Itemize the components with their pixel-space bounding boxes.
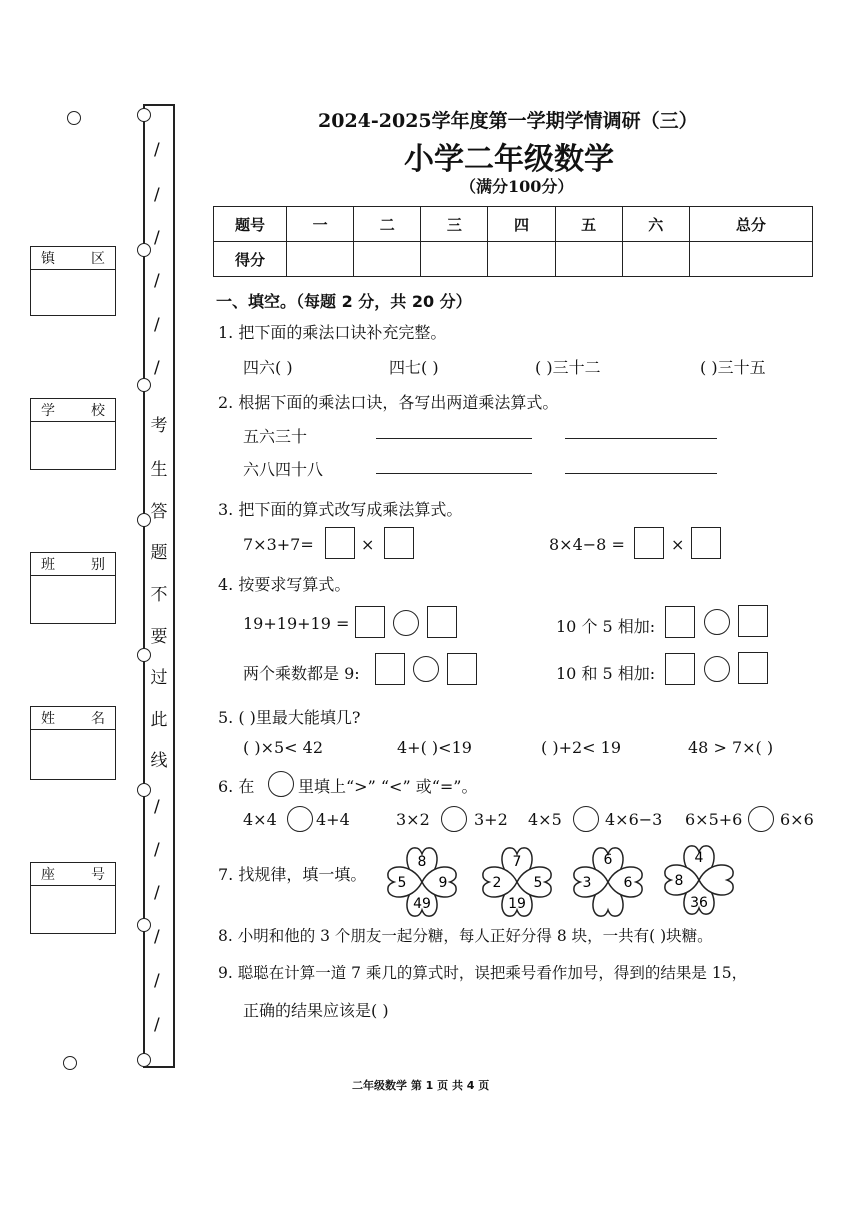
clover-right: 9 [438,875,448,891]
clover-bottom: 19 [508,896,526,912]
strip-char: 题 [150,543,168,563]
strip-slash: / [154,271,160,291]
strip-slash: / [154,315,160,335]
operator-circle[interactable] [393,610,419,636]
q4-expr-a: 19+19+19 = [243,614,350,633]
score-col-header: 二 [354,207,421,242]
exam-title-line: 2024-2025学年度第一学期学情调研（三） [318,110,698,132]
full-score: （满分100分） [460,177,574,196]
answer-box[interactable] [691,527,721,559]
score-col-header: 题号 [214,207,287,242]
compare-circle-icon [268,771,294,797]
score-col-header: 三 [421,207,488,242]
clover-figure-3[interactable] [568,842,648,922]
q1-item[interactable]: ( )三十二 [535,358,601,377]
subject-title: 小学二年级数学 [404,142,614,177]
strip-slash: / [154,797,160,817]
q1-item[interactable]: ( )三十五 [700,358,766,377]
strip-char: 线 [150,751,168,771]
score-row-label: 得分 [214,242,287,277]
strip-hole [137,783,151,797]
seat-label-2: 号 [91,867,105,883]
operator-circle[interactable] [704,609,730,635]
q6-right: 6×6 [780,810,814,829]
answer-box[interactable] [738,652,768,684]
answer-box[interactable] [634,527,664,559]
strip-char: 考 [150,416,168,436]
compare-circle[interactable] [748,806,774,832]
strip-slash: / [154,140,160,160]
score-table-header-row [214,207,813,242]
clover-figure-2 [477,842,557,922]
score-table [213,206,813,277]
answer-box[interactable] [665,606,695,638]
score-cell[interactable] [689,242,812,277]
strip-char: 生 [150,460,168,480]
score-col-header: 一 [287,207,354,242]
score-col-header: 六 [622,207,689,242]
seat-label-1: 座 [41,867,55,883]
clover-top: 6 [603,852,613,868]
q5-stem: 5. ( )里最大能填几? [218,708,361,727]
score-cell[interactable] [287,242,354,277]
binding-hole [67,111,81,125]
strip-hole [137,648,151,662]
clover-bottom: 49 [413,896,431,912]
q4-stem: 4. 按要求写算式。 [218,575,351,594]
q9-line2[interactable]: 正确的结果应该是( ) [243,1001,389,1020]
school-label-2: 校 [91,403,105,419]
q4-expr-c: 两个乘数都是 9: [243,664,360,683]
answer-box[interactable] [355,606,385,638]
seat-box[interactable] [30,862,116,934]
strip-slash: / [154,228,160,248]
clover-right: 6 [623,875,633,891]
q5-item[interactable]: 48 > 7×( ) [688,738,774,757]
clover-left: 8 [674,873,684,889]
district-label: 区 [91,251,105,267]
clover-top: 8 [417,854,427,870]
answer-box[interactable] [665,653,695,685]
score-col-header: 总分 [689,207,812,242]
q8-stem: 8. 小明和他的 3 个朋友一起分糖，每人正好分得 8 块，一共有( )块糖。 [218,927,713,945]
clover-left: 5 [397,875,407,891]
strip-hole [137,108,151,122]
clover-left: 2 [492,875,502,891]
name-box[interactable] [30,706,116,780]
town-label: 镇 [41,251,55,267]
class-box[interactable] [30,552,116,624]
score-col-header: 五 [555,207,622,242]
q5-item[interactable]: ( )×5< 42 [243,738,324,757]
clover-bottom: 36 [690,895,708,911]
name-label-2: 名 [91,711,105,727]
q6-left: 4×4 [243,810,277,829]
q6-stem-b: 里填上“>” “<” 或“=”。 [298,777,478,796]
compare-circle[interactable] [573,806,599,832]
school-label-1: 学 [41,403,55,419]
clover-top: 4 [694,850,704,866]
answer-line[interactable] [376,438,532,439]
strip-slash: / [154,883,160,903]
clover-left: 3 [582,875,592,891]
clover-figure-1 [382,842,462,922]
operator-circle[interactable] [704,656,730,682]
score-col-header: 四 [488,207,555,242]
strip-char: 过 [150,668,168,688]
class-label-1: 班 [41,557,55,573]
q6-left: 6×5+6 [685,810,743,829]
strip-hole [137,918,151,932]
section-heading: 一、填空。（每题 2 分，共 20 分） [216,292,472,311]
q5-item[interactable]: ( )+2< 19 [541,738,622,757]
answer-box[interactable] [375,653,405,685]
q9-line1: 9. 聪聪在计算一道 7 乘几的算式时，误把乘号看作加号，得到的结果是 15， [218,964,748,982]
compare-circle[interactable] [441,806,467,832]
strip-slash: / [154,1015,160,1035]
q1-stem: 1. 把下面的乘法口诀补充完整。 [218,323,447,342]
answer-box[interactable] [427,606,457,638]
class-label-2: 别 [91,557,105,573]
operator-circle[interactable] [413,656,439,682]
answer-box[interactable] [447,653,477,685]
q6-right: 4×6−3 [605,810,663,829]
q6-stem-a: 6. 在 [218,777,255,796]
compare-circle[interactable] [287,806,313,832]
q3-right-expr: 8×4−8 = [549,535,625,554]
q6-right: 4+4 [316,810,350,829]
answer-box[interactable] [384,527,414,559]
q1-item[interactable]: 四六( ) [243,358,293,377]
q7-stem: 7. 找规律，填一填。 [218,865,367,884]
score-cell[interactable] [488,242,555,277]
answer-line[interactable] [376,473,532,474]
strip-slash: / [154,358,160,378]
q2-item: 五六三十 [243,427,308,446]
times-sign: × [361,535,375,554]
q4-expr-d: 10 和 5 相加: [556,664,656,683]
score-cell[interactable] [354,242,421,277]
name-label-1: 姓 [41,711,55,727]
q6-left: 3×2 [396,810,430,829]
score-cell[interactable] [421,242,488,277]
strip-slash: / [154,840,160,860]
binding-hole [63,1056,77,1070]
q4-expr-b: 10 个 5 相加: [556,617,656,636]
q3-stem: 3. 把下面的算式改写成乘法算式。 [218,500,463,519]
score-cell[interactable] [555,242,622,277]
clover-right: 5 [533,875,543,891]
q6-left: 4×5 [528,810,562,829]
strip-slash: / [154,185,160,205]
answer-line[interactable] [565,438,717,439]
times-sign: × [671,535,685,554]
strip-hole [137,378,151,392]
strip-hole [137,243,151,257]
strip-slash: / [154,927,160,947]
town-box[interactable] [30,246,116,316]
strip-char: 不 [150,585,168,605]
q6-right: 3+2 [474,810,508,829]
strip-hole [137,1053,151,1067]
answer-line[interactable] [565,473,717,474]
strip-char: 答 [150,502,168,522]
page-footer: 二年级数学 第 1 页 共 4 页 [352,1079,490,1092]
q2-stem: 2. 根据下面的乘法口诀，各写出两道乘法算式。 [218,393,559,412]
strip-char: 此 [150,710,168,730]
strip-slash: / [154,971,160,991]
clover-figure-4[interactable] [659,840,739,920]
q3-left-expr: 7×3+7= [243,535,314,554]
q5-item[interactable]: 4+( )<19 [397,738,472,757]
q1-item[interactable]: 四七( ) [389,358,439,377]
score-table-score-row [214,242,813,277]
answer-box[interactable] [325,527,355,559]
score-cell[interactable] [622,242,689,277]
answer-box[interactable] [738,605,768,637]
clover-top: 7 [512,854,522,870]
q2-item: 六八四十八 [243,460,324,479]
strip-char: 要 [150,627,168,647]
school-box[interactable] [30,398,116,470]
